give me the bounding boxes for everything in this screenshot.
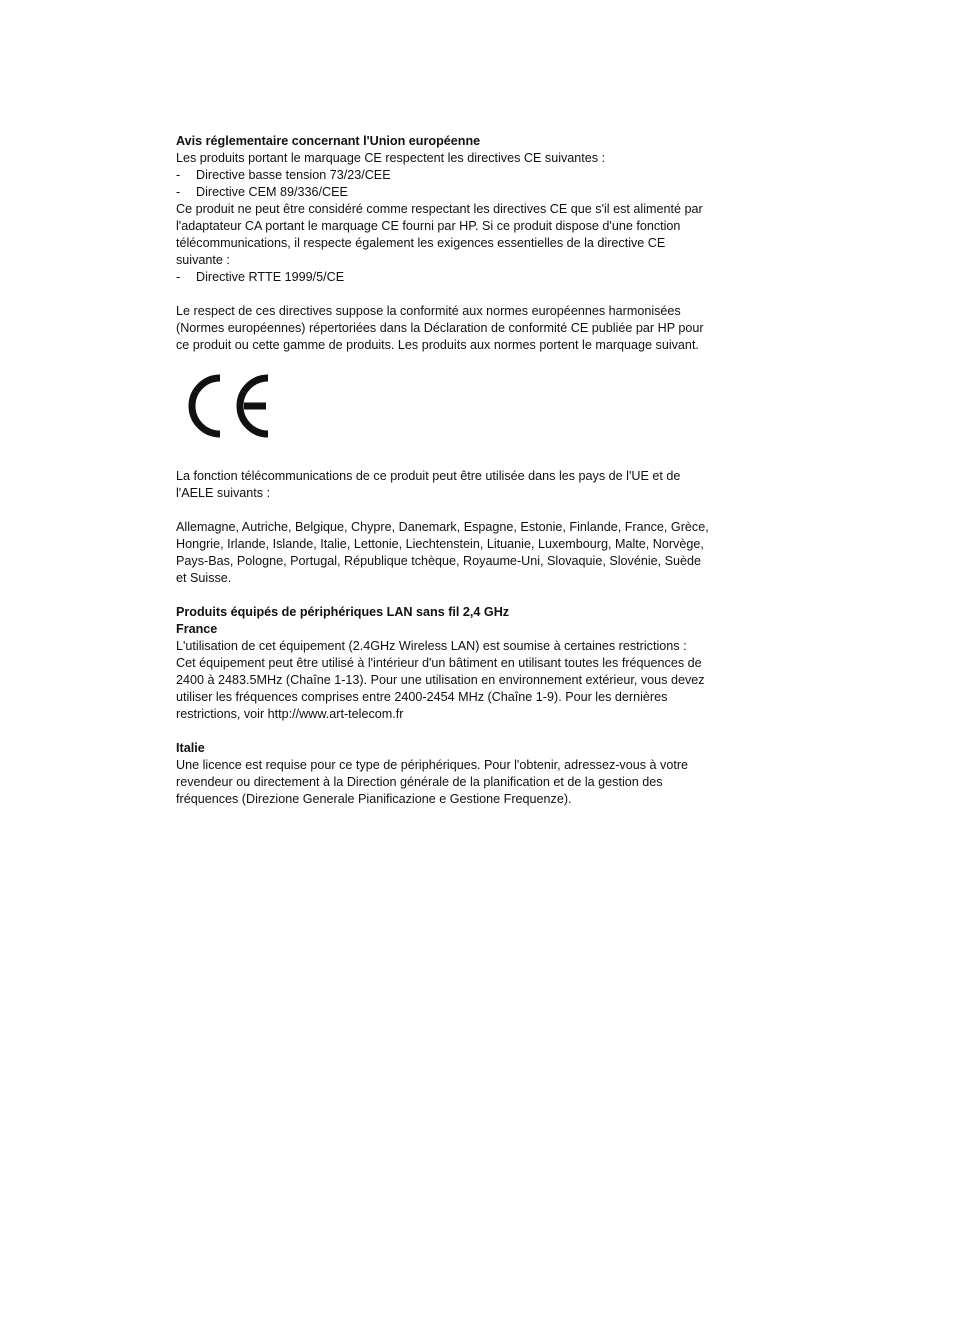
document-page (176, 133, 776, 808)
text-line: Allemagne, Autriche, Belgique, Chypre, Danemark, Espagne, Estonie, Finlande, France, Grèce, (176, 520, 709, 534)
text-line: suivante : (176, 253, 230, 267)
directive-list (176, 167, 776, 201)
text-line: La fonction télécommunications de ce produit peut être utilisée dans les pays de l'UE et de (176, 469, 681, 483)
text-line: Hongrie, Irlande, Islande, Italie, Lettonie, Liechtenstein, Lituanie, Luxembourg, Malte, Norvège, (176, 537, 704, 551)
eu-notice-intro: Les produits portant le marquage CE respectent les directives CE suivantes : (176, 151, 606, 165)
list-dash: - (176, 185, 181, 199)
france-paragraph (176, 638, 776, 723)
italie-paragraph (176, 757, 776, 808)
text-line: Cet équipement peut être utilisé à l'intérieur d'un bâtiment en utilisant toutes les fréquences de (176, 656, 702, 670)
text-line: fréquences (Direzione Generale Pianificazione e Gestione Frequenze). (176, 792, 572, 806)
text-line: revendeur ou directement à la Direction générale de la planification et de la gestion des (176, 775, 663, 789)
list-dash: - (176, 168, 181, 182)
text-line: utiliser les fréquences comprises entre 2400-2454 MHz (Chaîne 1-9). Pour les dernières (176, 690, 668, 704)
text-line: 2400 à 2483.5MHz (Chaîne 1-13). Pour une utilisation en environnement extérieur, vous devez (176, 673, 705, 687)
list-item (176, 167, 776, 184)
text-line: et Suisse. (176, 571, 232, 585)
text-line: télécommunications, il respecte également les exigences essentielles de la directive CE (176, 236, 666, 250)
text-line: Une licence est requise pour ce type de périphériques. Pour l'obtenir, adressez-vous à votre (176, 758, 689, 772)
list-item (176, 184, 776, 201)
list-item (176, 269, 776, 286)
text-line: Pays-Bas, Pologne, Portugal, République tchèque, Royaume-Uni, Slovaquie, Slovénie, Suède (176, 554, 702, 568)
italie-title: Italie (176, 741, 205, 755)
telecom-paragraph (176, 468, 776, 502)
compliance-paragraph (176, 201, 776, 269)
directive-rtte: Directive RTTE 1999/5/CE (196, 270, 345, 284)
directive-low-voltage: Directive basse tension 73/23/CEE (196, 168, 391, 182)
list-dash: - (176, 270, 181, 284)
text-line: restrictions, voir http://www.art-telecom.fr (176, 707, 404, 721)
country-list-paragraph (176, 519, 776, 587)
france-title: France (176, 622, 218, 636)
ce-mark-icon (176, 370, 276, 442)
harmonised-standards-paragraph (176, 303, 776, 354)
text-line: l'adaptateur CA portant le marquage CE fourni par HP. Si ce produit dispose d'une fonction (176, 219, 681, 233)
text-line: L'utilisation de cet équipement (2.4GHz Wireless LAN) est soumise à certaines restrictions : (176, 639, 687, 653)
text-line: Le respect de ces directives suppose la conformité aux normes européennes harmonisées (176, 304, 681, 318)
rtte-directive-list (176, 269, 776, 286)
eu-notice-title: Avis réglementaire concernant l'Union européenne (176, 134, 481, 148)
ce-mark-logo (176, 370, 776, 442)
directive-emc: Directive CEM 89/336/CEE (196, 185, 348, 199)
text-line: (Normes européennes) répertoriées dans la Déclaration de conformité CE publiée par HP pour (176, 321, 704, 335)
text-line: Ce produit ne peut être considéré comme respectant les directives CE que s'il est alimenté par (176, 202, 703, 216)
text-line: ce produit ou cette gamme de produits. Les produits aux normes portent le marquage suivant. (176, 338, 699, 352)
text-line: l'AELE suivants : (176, 486, 271, 500)
wireless-lan-title: Produits équipés de périphériques LAN sans fil 2,4 GHz (176, 605, 510, 619)
